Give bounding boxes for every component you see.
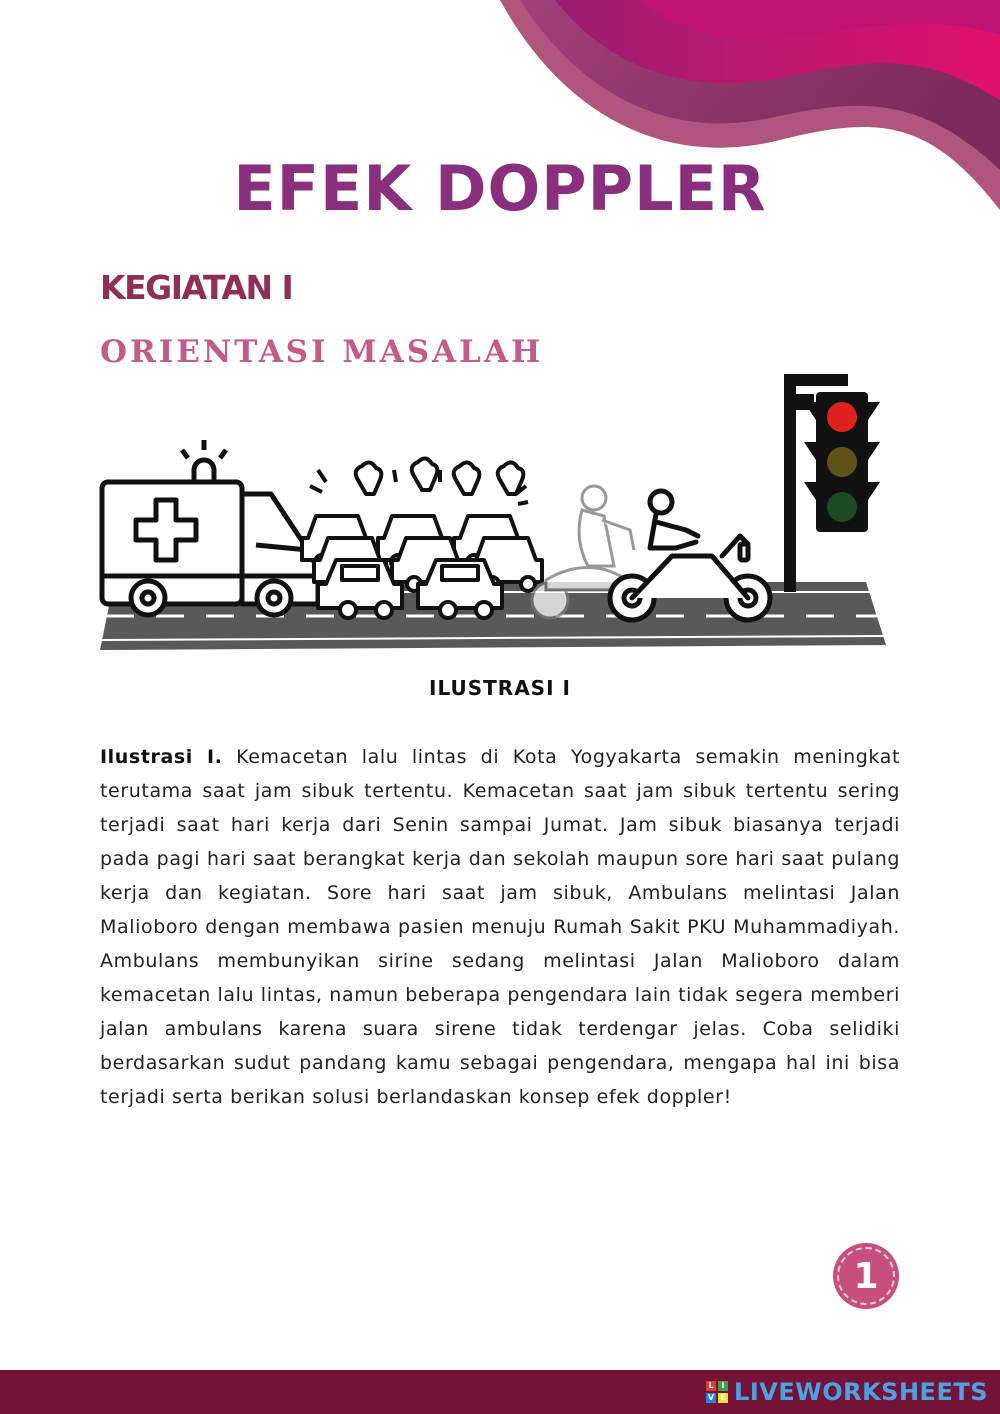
section-heading: KEGIATAN I (100, 268, 293, 307)
paragraph-lead: Ilustrasi I. (100, 746, 223, 768)
ambulance-icon (102, 440, 318, 615)
page-number-badge (833, 1243, 899, 1309)
page-title: EFEK DOPPLER (233, 152, 767, 225)
paragraph-body: Kemacetan lalu lintas di Kota Yogyakarta semakin meningkat terutama saat jam sibuk tertentu. Kemacetan saat jam sibuk tertentu sering terjadi saat hari kerja dari Senin sampai Jumat. Jam sibuk biasanya terjadi pada pagi hari saat berangkat kerja dan sekolah maupun sore hari saat pulang kerja dan kegiatan. Sore hari saat jam sibuk, Ambulans melintasi Jalan Malioboro dengan membawa pasien menuju Rumah Sakit PKU Muhammadiyah. Ambulans membunyikan sirine sedang melintasi Jalan Malioboro dalam kemacetan lalu lintas, namun beberapa pengendara lain tidak segera memberi jalan ambulans karena suara sirene tidak terdengar jelas. Coba selidiki berdasarkan sudut pandang kamu sebagai pengendara, mengapa hal ini bisa terjadi serta berikan solusi berlandaskan konsep efek doppler! (100, 746, 900, 1108)
problem-paragraph (100, 740, 900, 1114)
footer-bar (0, 1370, 1000, 1414)
traffic-illustration (96, 370, 896, 660)
page-number: 1 (853, 1255, 879, 1297)
illustration-caption: ILUSTRASI I (429, 676, 571, 700)
traffic-light-icon (784, 374, 880, 592)
section-subheading: ORIENTASI MASALAH (100, 334, 544, 370)
liveworksheets-logo-icon: L I V E (706, 1381, 728, 1403)
liveworksheets-logo[interactable] (706, 1376, 988, 1408)
liveworksheets-brand: LIVEWORKSHEETS (734, 1378, 988, 1406)
